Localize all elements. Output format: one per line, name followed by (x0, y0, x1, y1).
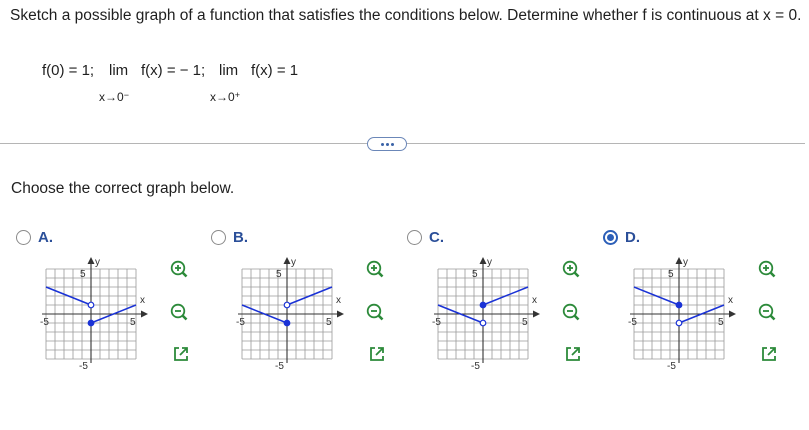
tick-label-x-neg: -5 (40, 317, 49, 328)
tick-label-y-neg: -5 (471, 361, 480, 372)
zoom-in-icon (757, 259, 777, 279)
prompt-text: Choose the correct graph below. (11, 180, 235, 197)
x-axis-arrow (141, 311, 148, 318)
new-window-icon (760, 345, 778, 363)
open-point (284, 302, 290, 308)
radio-d[interactable] (603, 230, 618, 245)
y-axis-label: y (487, 257, 492, 268)
open-point (480, 320, 486, 326)
option-label: B. (233, 229, 248, 246)
radio-c[interactable] (407, 230, 422, 245)
zoom-out-button[interactable] (755, 300, 779, 324)
y-axis-arrow (284, 257, 291, 264)
closed-point (88, 320, 94, 326)
y-axis-label: y (683, 257, 688, 268)
y-axis-label: y (95, 257, 100, 268)
x-axis-label: x (140, 295, 145, 306)
zoom-out-icon (757, 302, 777, 322)
new-window-button[interactable] (757, 342, 781, 366)
x-axis-arrow (729, 311, 736, 318)
open-point (88, 302, 94, 308)
option-label: C. (429, 229, 444, 246)
tick-label-x-neg: -5 (628, 317, 637, 328)
closed-point (284, 320, 290, 326)
right-limit-subscript: x→0+ (210, 90, 240, 104)
left-limit-subscript: x→0− (99, 90, 129, 104)
zoom-out-button[interactable] (363, 300, 387, 324)
ellipsis-icon (391, 143, 394, 146)
zoom-out-button[interactable] (559, 300, 583, 324)
tick-label-y-neg: -5 (667, 361, 676, 372)
radio-a[interactable] (16, 230, 31, 245)
lim-left-word: lim (109, 62, 129, 79)
graph-a (33, 256, 153, 376)
new-window-icon (368, 345, 386, 363)
closed-point (480, 302, 486, 308)
question-text: Sketch a possible graph of a function that satisfies the conditions below. Determine whether f is continuous at x = 0. (10, 7, 802, 24)
zoom-in-icon (365, 259, 385, 279)
new-window-button[interactable] (169, 342, 193, 366)
zoom-out-icon (169, 302, 189, 322)
y-axis-arrow (676, 257, 683, 264)
zoom-in-button[interactable] (167, 257, 191, 281)
x-axis-label: x (336, 295, 341, 306)
x-axis-label: x (728, 295, 733, 306)
lim-right-word: lim (219, 62, 239, 79)
tick-label-x-pos: 5 (718, 317, 724, 328)
tick-label-x-neg: -5 (432, 317, 441, 328)
condition-f0: f(0) = 1; (42, 62, 95, 79)
tick-label-y-pos: 5 (276, 269, 282, 280)
option-label: A. (38, 229, 53, 246)
tick-label-y-neg: -5 (275, 361, 284, 372)
new-window-icon (172, 345, 190, 363)
zoom-in-button[interactable] (363, 257, 387, 281)
zoom-in-icon (169, 259, 189, 279)
y-axis-arrow (480, 257, 487, 264)
y-axis-arrow (88, 257, 95, 264)
graph-d (621, 256, 741, 376)
condition-right-limit: f(x) = 1 (251, 62, 299, 79)
x-axis-arrow (337, 311, 344, 318)
zoom-out-icon (365, 302, 385, 322)
graph-c (425, 256, 545, 376)
x-axis-arrow (533, 311, 540, 318)
zoom-out-button[interactable] (167, 300, 191, 324)
new-window-button[interactable] (561, 342, 585, 366)
option-label: D. (625, 229, 640, 246)
zoom-in-button[interactable] (755, 257, 779, 281)
tick-label-x-neg: -5 (236, 317, 245, 328)
ellipsis-icon (386, 143, 389, 146)
tick-label-y-pos: 5 (668, 269, 674, 280)
closed-point (676, 302, 682, 308)
new-window-icon (564, 345, 582, 363)
tick-label-y-pos: 5 (80, 269, 86, 280)
new-window-button[interactable] (365, 342, 389, 366)
tick-label-y-neg: -5 (79, 361, 88, 372)
tick-label-x-pos: 5 (522, 317, 528, 328)
tick-label-x-pos: 5 (130, 317, 136, 328)
zoom-in-button[interactable] (559, 257, 583, 281)
y-axis-label: y (291, 257, 296, 268)
x-axis-label: x (532, 295, 537, 306)
tick-label-y-pos: 5 (472, 269, 478, 280)
expand-button[interactable] (367, 137, 407, 151)
radio-b[interactable] (211, 230, 226, 245)
open-point (676, 320, 682, 326)
ellipsis-icon (381, 143, 384, 146)
zoom-out-icon (561, 302, 581, 322)
zoom-in-icon (561, 259, 581, 279)
graph-b (229, 256, 349, 376)
tick-label-x-pos: 5 (326, 317, 332, 328)
condition-left-limit: f(x) = − 1; (141, 62, 206, 79)
